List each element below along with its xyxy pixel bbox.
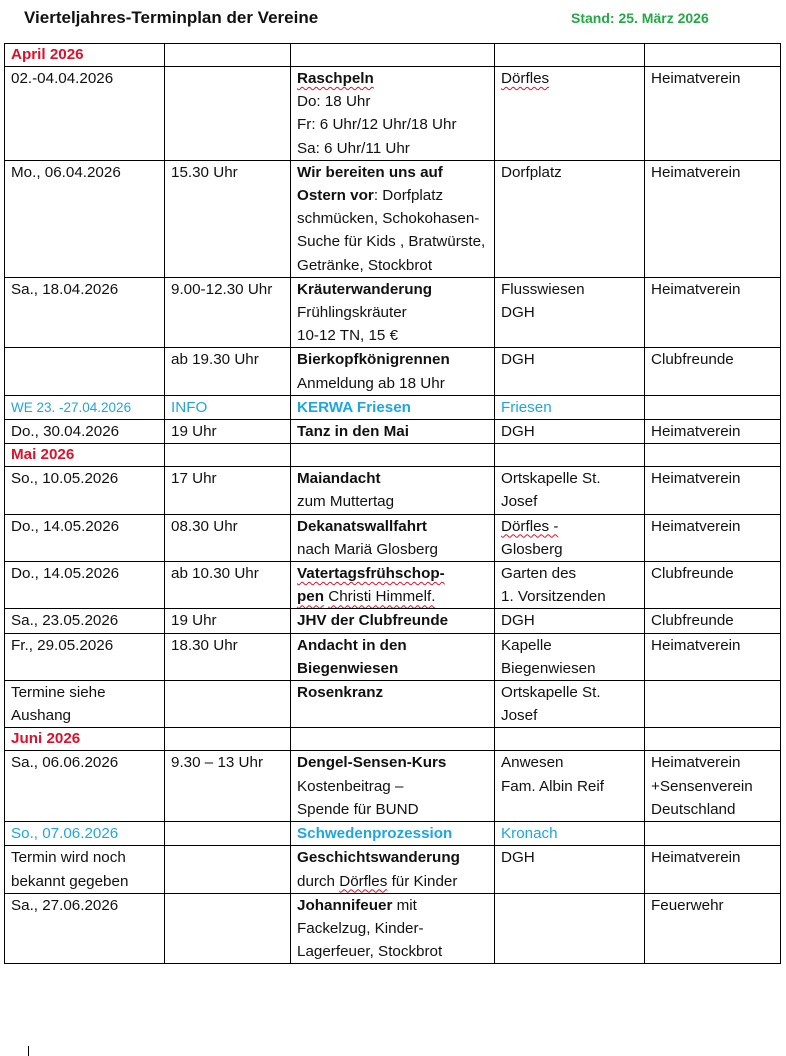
event-date: WE 23. -27.04.2026 [5, 395, 165, 419]
event-time: INFO [165, 395, 291, 419]
event-date: 02.-04.04.2026 [5, 67, 165, 161]
event-title: KERWA Friesen [291, 395, 495, 419]
event-time: 18.30 Uhr [165, 633, 291, 680]
event-title: Bierkopfkönigrennen Anmeldung ab 18 Uhr [291, 348, 495, 395]
event-organizer: Feuerwehr [645, 893, 781, 964]
stand-date: Stand: 25. März 2026 [571, 10, 709, 26]
page-title: Vierteljahres-Terminplan der Vereine [24, 8, 319, 27]
event-place: Ortskapelle St. Josef [495, 467, 645, 514]
event-place: Ortskapelle St. Josef [495, 681, 645, 728]
event-date: Termine siehe Aushang [5, 681, 165, 728]
table-row [5, 633, 781, 680]
event-place: DGH [495, 420, 645, 444]
table-row [5, 420, 781, 444]
table-row [5, 893, 781, 964]
event-title: Rosenkranz [291, 681, 495, 728]
table-row [5, 467, 781, 514]
event-organizer: Clubfreunde [645, 348, 781, 395]
month-row-juni [5, 728, 781, 751]
event-time: ab 19.30 Uhr [165, 348, 291, 395]
table-row [5, 846, 781, 893]
month-label: Juni 2026 [5, 728, 165, 751]
page-edge-mark [28, 1046, 29, 1056]
event-date: Do., 30.04.2026 [5, 420, 165, 444]
event-place [495, 893, 645, 964]
event-time [165, 681, 291, 728]
event-place: Dorfplatz [495, 160, 645, 277]
event-title: Vatertagsfrühschop- pen Christi Himmelf. [291, 562, 495, 609]
event-title: Wir bereiten uns auf Ostern vor: Dorfplatz schmücken, Schokohasen-Suche für Kids , Bratwürste, Getränke, Stockbrot [291, 160, 495, 277]
table-row [5, 67, 781, 161]
event-title: JHV der Clubfreunde [291, 609, 495, 633]
event-time: ab 10.30 Uhr [165, 562, 291, 609]
month-label: Mai 2026 [5, 444, 165, 467]
event-organizer: Heimatverein [645, 277, 781, 348]
event-time [165, 846, 291, 893]
event-time: 08.30 Uhr [165, 514, 291, 561]
event-date: So., 07.06.2026 [5, 822, 165, 846]
event-date: Do., 14.05.2026 [5, 562, 165, 609]
month-row-april [5, 44, 781, 67]
schedule-table [4, 43, 781, 964]
event-organizer: Heimatverein +Sensenverein Deutschland [645, 751, 781, 822]
event-place: DGH [495, 348, 645, 395]
table-row [5, 514, 781, 561]
event-place: Kapelle Biegenwiesen [495, 633, 645, 680]
event-time [165, 822, 291, 846]
event-time: 9.30 – 13 Uhr [165, 751, 291, 822]
event-organizer [645, 822, 781, 846]
table-row [5, 160, 781, 277]
table-row [5, 681, 781, 728]
event-place: Anwesen Fam. Albin Reif [495, 751, 645, 822]
event-time: 19 Uhr [165, 609, 291, 633]
month-label: April 2026 [5, 44, 165, 67]
event-date: Sa., 23.05.2026 [5, 609, 165, 633]
table-row-info [5, 822, 781, 846]
event-organizer: Heimatverein [645, 846, 781, 893]
event-title: Maiandacht zum Muttertag [291, 467, 495, 514]
event-time [165, 893, 291, 964]
event-organizer [645, 681, 781, 728]
event-time: 17 Uhr [165, 467, 291, 514]
event-place: Dörfles [495, 67, 645, 161]
event-date: Mo., 06.04.2026 [5, 160, 165, 277]
table-row [5, 562, 781, 609]
event-date: Sa., 18.04.2026 [5, 277, 165, 348]
table-row [5, 751, 781, 822]
event-organizer: Heimatverein [645, 514, 781, 561]
event-time: 15.30 Uhr [165, 160, 291, 277]
event-time: 9.00-12.30 Uhr [165, 277, 291, 348]
event-title: Geschichtswanderung durch Dörfles für Kinder [291, 846, 495, 893]
table-row [5, 348, 781, 395]
month-row-mai [5, 444, 781, 467]
table-row [5, 609, 781, 633]
event-place: Garten des 1. Vorsitzenden [495, 562, 645, 609]
table-row-info [5, 395, 781, 419]
table-row [5, 277, 781, 348]
event-organizer: Heimatverein [645, 67, 781, 161]
event-title: Kräuterwanderung Frühlingskräuter 10-12 TN, 15 € [291, 277, 495, 348]
event-title: Dekanatswallfahrt nach Mariä Glosberg [291, 514, 495, 561]
event-place: Flusswiesen DGH [495, 277, 645, 348]
event-place: Kronach [495, 822, 645, 846]
event-place: Friesen [495, 395, 645, 419]
event-place: DGH [495, 846, 645, 893]
event-organizer: Heimatverein [645, 633, 781, 680]
event-date: Sa., 06.06.2026 [5, 751, 165, 822]
event-organizer: Heimatverein [645, 420, 781, 444]
event-date: Fr., 29.05.2026 [5, 633, 165, 680]
event-date [5, 348, 165, 395]
event-title: Tanz in den Mai [291, 420, 495, 444]
event-title: Andacht in den Biegenwiesen [291, 633, 495, 680]
event-date: So., 10.05.2026 [5, 467, 165, 514]
event-organizer: Heimatverein [645, 160, 781, 277]
event-organizer: Clubfreunde [645, 609, 781, 633]
event-organizer: Heimatverein [645, 467, 781, 514]
event-title: Raschpeln Do: 18 Uhr Fr: 6 Uhr/12 Uhr/18 Uhr Sa: 6 Uhr/11 Uhr [291, 67, 495, 161]
event-title: Dengel-Sensen-Kurs Kostenbeitrag – Spende für BUND [291, 751, 495, 822]
event-time: 19 Uhr [165, 420, 291, 444]
event-title: Schwedenprozession [291, 822, 495, 846]
event-date: Sa., 27.06.2026 [5, 893, 165, 964]
event-date: Termin wird noch bekannt gegeben [5, 846, 165, 893]
event-title: Johannifeuer mit Fackelzug, Kinder-Lagerfeuer, Stockbrot [291, 893, 495, 964]
event-organizer [645, 395, 781, 419]
event-place: DGH [495, 609, 645, 633]
event-organizer: Clubfreunde [645, 562, 781, 609]
event-place: Dörfles - Glosberg [495, 514, 645, 561]
event-date: Do., 14.05.2026 [5, 514, 165, 561]
event-time [165, 67, 291, 161]
